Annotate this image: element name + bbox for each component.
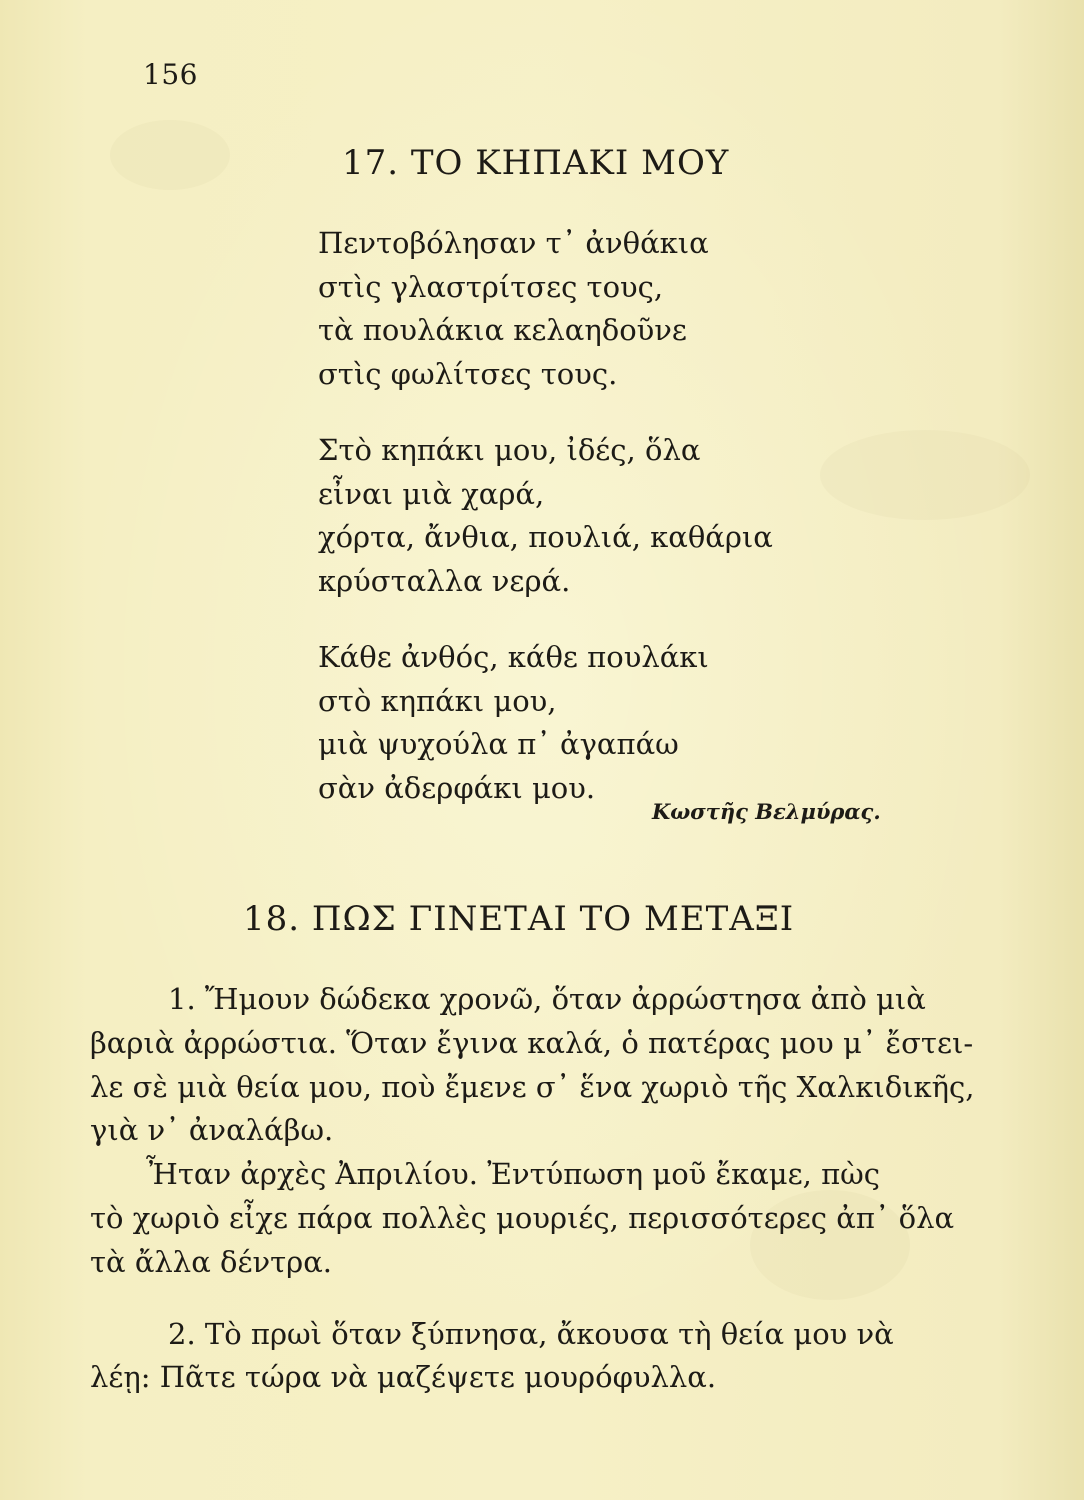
poem-line: εἶναι μιὰ χαρά, bbox=[318, 476, 545, 511]
poem-body bbox=[318, 222, 878, 843]
paragraph-gap bbox=[90, 1285, 970, 1313]
paper-stain bbox=[110, 120, 230, 190]
poem-author: Κωστῆς Βελμύρας. bbox=[652, 799, 881, 824]
poem-line: Κάθε ἀνθός, κάθε πουλάκι bbox=[318, 640, 709, 674]
poem-line: στὸ κηπάκι μου, bbox=[318, 683, 557, 718]
prose-line: λέῃ: Πᾶτε τώρα νὰ μαζέψετε μουρόφυλλα. bbox=[90, 1360, 717, 1395]
prose-line: τὸ χωριὸ εἶχε πάρα πολλὲς μουριές, περισσότερες ἀπ᾽ ὅλα bbox=[90, 1200, 955, 1235]
prose-line: 2. Τὸ πρωὶ ὅταν ξύπνησα, ἄκουσα τὴ θεία μου νὰ bbox=[168, 1316, 894, 1351]
poem-line: κρύσταλλα νερά. bbox=[318, 563, 571, 598]
poem-stanza bbox=[318, 636, 878, 810]
prose-paragraph bbox=[90, 978, 975, 1153]
prose-title: 18. ΠΩΣ ΓΙΝΕΤΑΙ ΤΟ ΜΕΤΑΞΙ bbox=[243, 899, 795, 939]
prose-line: βαριὰ ἀρρώστια. Ὅταν ἔγινα καλά, ὁ πατέρας μου μ᾽ ἔστει- bbox=[90, 1025, 974, 1060]
prose-line: γιὰ ν᾽ ἀναλάβω. bbox=[90, 1113, 334, 1148]
prose-line: 1. Ἤμουν δώδεκα χρονῶ, ὅταν ἀρρώστησα ἀπὸ μιὰ bbox=[168, 982, 926, 1016]
prose-line: τὰ ἄλλα δέντρα. bbox=[90, 1244, 332, 1279]
poem-line: Στὸ κηπάκι μου, ἰδές, ὅλα bbox=[318, 433, 701, 467]
poem-stanza bbox=[318, 429, 878, 603]
prose-line: λε σὲ μιὰ θεία μου, ποὺ ἔμενε σ᾽ ἕνα χωριὸ τῆς Χαλκιδικῆς, bbox=[90, 1069, 975, 1104]
prose-paragraph bbox=[90, 1313, 970, 1401]
page-number: 156 bbox=[143, 58, 198, 91]
prose-body bbox=[90, 978, 975, 1400]
poem-line: Πεντοβόλησαν τ᾽ ἀνθάκια bbox=[318, 226, 709, 260]
poem-title: 17. ΤΟ ΚΗΠΑΚΙ ΜΟΥ bbox=[342, 143, 730, 183]
poem-line: μιὰ ψυχούλα π᾽ ἀγαπάω bbox=[318, 727, 679, 761]
poem-line: σὰν ἀδερφάκι μου. bbox=[318, 770, 596, 805]
poem-stanza bbox=[318, 222, 878, 396]
prose-paragraph bbox=[90, 1153, 970, 1284]
prose-line: Ἦταν ἀρχὲς Ἀπριλίου. Ἐντύπωση μοῦ ἔκαμε, πὼς bbox=[146, 1157, 881, 1192]
poem-line: τὰ πουλάκια κελαηδοῦνε bbox=[318, 313, 687, 347]
poem-line: χόρτα, ἄνθια, πουλιά, καθάρια bbox=[318, 520, 773, 554]
poem-line: στὶς γλαστρίτσες τους, bbox=[318, 269, 664, 304]
poem-line: στὶς φωλίτσες τους. bbox=[318, 356, 618, 391]
